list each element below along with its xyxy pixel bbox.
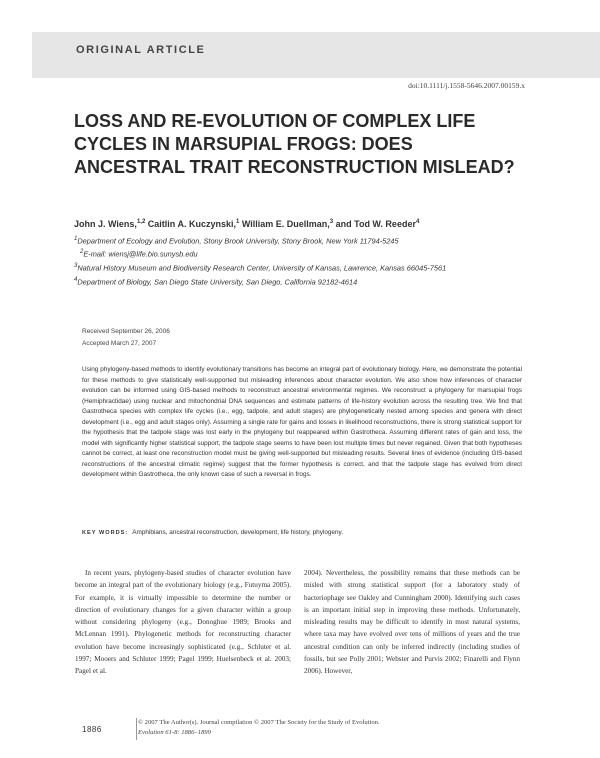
keywords-text: Amphibians, ancestral reconstruction, development, life history, phylogeny. [132, 529, 344, 536]
section-label: ORIGINAL ARTICLE [76, 44, 206, 56]
footer-copyright: © 2007 The Author(s). Journal compilation © 2007 The Society for the Study of Evolution. [138, 719, 380, 726]
affiliation-email [80, 249, 198, 258]
author-name: and Tod W. Reeder [333, 219, 416, 229]
author-list [74, 219, 419, 229]
affiliation-superscript: 2 [80, 249, 84, 255]
author-name: William E. Duellman, [239, 219, 330, 229]
keywords [82, 529, 343, 536]
doi-link[interactable]: doi:10.1111/j.1558-5646.2007.00159.x [408, 81, 525, 90]
affiliation-text: Department of Biology, San Diego State University, San Diego, California 92182-4614 [77, 277, 358, 287]
author-name: John J. Wiens, [74, 219, 137, 229]
author-superscript: 4 [415, 219, 420, 225]
affiliation-1 [74, 236, 399, 245]
body-column-right: 2004). Nevertheless, the possibility remains that these methods can be misled with strong statistical support (for a laboratory study of bacteriophage see Oakley and Cunningham 2000). Identifying such cases is an important initial step in improving these methods. Unfortunately, misleading results may be difficult to identify in most natural systems, where taxa may have evolved over tens of millions of years and the true ancestral condition can only be inferred indirectly (including studies of fossils, but see Polly 2001; Webster and Purvis 2002; Finarelli and Flynn 2006). However, [304, 569, 520, 676]
author-superscript: 1,2 [136, 219, 146, 225]
affiliation-4 [74, 277, 357, 286]
affiliation-superscript: 1 [74, 236, 78, 242]
article-title: LOSS AND RE-EVOLUTION OF COMPLEX LIFE CYCLES IN MARSUPIAL FROGS: DOES ANCESTRAL TRAIT RECONSTRUCTION MISLEAD? [74, 111, 515, 177]
abstract: Using phylogeny-based methods to identify evolutionary transitions has become an integral part of evolutionary biology. Here, we demonstrate the potential for these methods to give statistically well-supported but misleading inferences about character evolution. We also show how inferences of character evolution can be informed using GIS-based methods to reconstruct ancestral environmental regimes. We reconstruct a phylogeny for marsupial frogs (Hemiphractidae) using nuclear and mitochondrial DNA sequences and estimate patterns of life-history evolution across the resulting tree. We find that Gastrotheca species with complex life cycles (i.e., egg, tadpole, and adult stages) are phylogenetically nested among species and genera with direct development (i.e., egg and adult stages only). Assuming a single rate for gains and losses in likelihood reconstructions, there is strong statistical support for the hypothesis that the tadpole stage was lost early in the phylogeny but reappeared within Gastrotheca. Assuming different rates of gain and loss, the model with significantly higher statistical support, the tadpole stage seems to have been lost multiple times but never regained. Given that both hypotheses cannot be correct, at least one reconstruction model must be giving well-supported but misleading results. Several lines of evidence (including GIS-based reconstructions of the ancestral climatic regime) suggest that the former hypothesis is correct, and that the tadpole stage has evolved from direct development within Gastrotheca, the only known case of such a reversal in frogs. [82, 366, 522, 479]
footer-citation: Evolution 61-8: 1886–1899 [138, 729, 211, 736]
keywords-label: KEY WORDS: [82, 530, 129, 536]
author-name: Caitlin A. Kuczynski, [145, 219, 236, 229]
author-superscript: 1 [235, 219, 240, 225]
affiliation-text: Natural History Museum and Biodiversity Research Center, University of Kansas, Lawrence, Kansas 66045-7561 [77, 263, 447, 273]
affiliation-superscript: 4 [74, 277, 78, 283]
affiliation-text: Department of Ecology and Evolution, Stony Brook University, Stony Brook, New York 11794-5245 [77, 236, 399, 246]
email-link[interactable]: E-mail: wiensj@life.bio.sunysb.edu [83, 249, 198, 259]
footer-divider [136, 718, 137, 740]
author-superscript: 3 [329, 219, 334, 225]
received-date: Received September 26, 2006 [82, 328, 170, 335]
affiliation-3 [74, 263, 446, 272]
body-column-left: In recent years, phylogeny-based studies of character evolution have become an integral part of the evolutionary biology (e.g., Futuyma 2005). For example, it is virtually impossible to determine the number or direction of evolutionary changes for a given character within a group without considering phylogeny (e.g., Donoghue 1989; Brooks and McLennan 1991). Phylogenetic methods for reconstructing character evolution have become increasingly sophisticated (e.g., Schluter et al. 1997; Mooers and Schluter 1999; Pagel 1999; Huelsenbeck et al. 2003; Pagel et al. [75, 569, 291, 676]
page-number: 1886 [82, 725, 102, 734]
affiliation-superscript: 3 [74, 263, 78, 269]
accepted-date: Accepted March 27, 2007 [82, 340, 157, 347]
